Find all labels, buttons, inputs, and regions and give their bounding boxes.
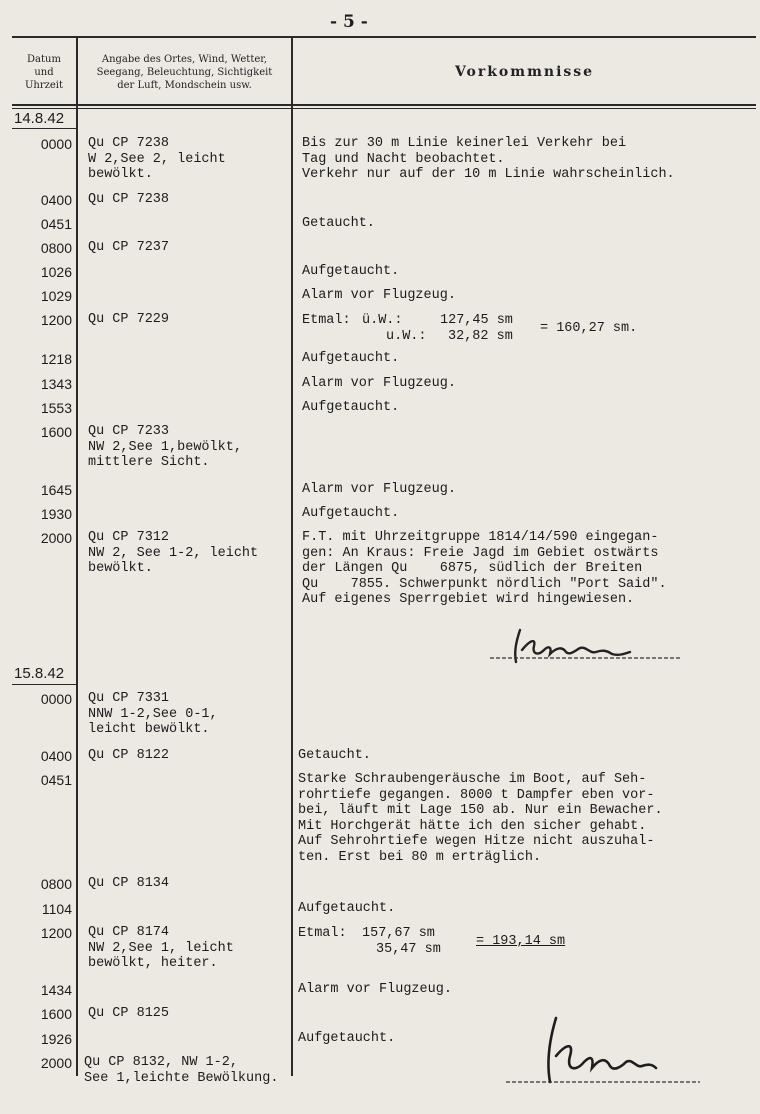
- entry-time: 0000: [40, 136, 72, 152]
- entry-ort: Qu CP 8174 NW 2,See 1, leicht bewölkt, heiter.: [88, 925, 234, 971]
- entry-time: 1026: [40, 264, 72, 280]
- entry-time: 1600: [40, 424, 72, 440]
- entry-vorkommnisse: Alarm vor Flugzeug.: [298, 982, 452, 997]
- entry-time: 1200: [40, 925, 72, 941]
- entry-time: 2000: [40, 530, 72, 546]
- entry-time: 0800: [40, 876, 72, 892]
- entry-ort: Qu CP 8125: [88, 1006, 170, 1021]
- entry-vorkommnisse: F.T. mit Uhrzeitgruppe 1814/14/590 eingegan- gen: An Kraus: Freie Jagd im Gebiet ostwärts der Längen Qu 6875, südlich der Breiten Qu 7855. Schwerpunkt nördlich "Port Said". Auf eigenes Sperrgebiet wird hingewiesen.: [302, 530, 667, 607]
- entry-ort: Qu CP 7233 NW 2,See 1,bewölkt, mittlere Sicht.: [88, 424, 242, 470]
- entry-ort: Qu CP 8134: [88, 876, 170, 891]
- etmal-w-value: 32,82 sm: [448, 329, 513, 344]
- etmal-w-value: 35,47 sm: [376, 942, 441, 957]
- entry-time: 1200: [40, 312, 72, 328]
- entry-time: 0400: [40, 192, 72, 208]
- etmal-uw-value: 127,45 sm: [440, 313, 513, 328]
- header-datum: Datum und Uhrzeit: [24, 53, 64, 91]
- header-bottom-rule-2: [12, 108, 756, 109]
- date-underline: [12, 128, 78, 129]
- entry-time: 1553: [40, 400, 72, 416]
- entry-ort: Qu CP 7237: [88, 240, 170, 255]
- entry-ort: Qu CP 7312 NW 2, See 1-2, leicht bewölkt.: [88, 530, 259, 576]
- entry-ort: Qu CP 7238: [88, 192, 170, 207]
- date-underline: [12, 684, 78, 685]
- etmal-label: Etmal:: [298, 926, 347, 941]
- day-date: 14.8.42: [14, 110, 65, 127]
- day-date: 15.8.42: [14, 665, 65, 682]
- entry-vorkommnisse: Alarm vor Flugzeug.: [302, 288, 456, 303]
- entry-time: 0451: [40, 772, 72, 788]
- entry-time: 0400: [40, 748, 72, 764]
- entry-ort: Qu CP 7238 W 2,See 2, leicht bewölkt.: [88, 136, 226, 182]
- etmal-w-label: u.W.:: [386, 329, 427, 344]
- header-top-rule: [12, 36, 756, 38]
- entry-vorkommnisse: Getaucht.: [302, 216, 375, 231]
- entry-time: 1930: [40, 506, 72, 522]
- entry-time: 1434: [40, 982, 72, 998]
- entry-vorkommnisse: Aufgetaucht.: [302, 400, 400, 415]
- entry-vorkommnisse: Starke Schraubengeräusche im Boot, auf Seh- rohrtiefe gegangen. 8000 t Dampfer eben vor- bei, läuft mit Lage 150 ab. Nur ein Bewacher. Mit Horchgerät hätte ich den sicher gehabt. Auf Sehrohrtiefe wegen Hitze nicht auszuhal- ten. Erst bei 80 m erträglich.: [298, 772, 663, 865]
- etmal-uw-label: ü.W.:: [362, 313, 403, 328]
- etmal-total: = 160,27 sm.: [540, 321, 638, 336]
- entry-time: 2000: [40, 1055, 72, 1071]
- entry-vorkommnisse: Aufgetaucht.: [302, 264, 400, 279]
- entry-ort: Qu CP 7331 NNW 1-2,See 0-1, leicht bewölkt.: [88, 691, 218, 737]
- signature-kraus: [486, 622, 686, 668]
- entry-time: 0000: [40, 691, 72, 707]
- entry-vorkommnisse: Aufgetaucht.: [298, 901, 396, 916]
- etmal-total: = 193,14 sm: [476, 934, 566, 949]
- entry-vorkommnisse: Bis zur 30 m Linie keinerlei Verkehr bei Tag und Nacht beobachtet. Verkehr nur auf der 10 m Linie wahrscheinlich.: [302, 136, 675, 182]
- etmal-label: Etmal:: [302, 313, 351, 328]
- page-number: - 5 -: [330, 12, 368, 32]
- entry-time: 1104: [41, 901, 72, 917]
- column-divider-2: [291, 36, 293, 1076]
- entry-ort: Qu CP 8122: [88, 748, 170, 763]
- entry-time: 1343: [40, 376, 72, 392]
- entry-vorkommnisse: Aufgetaucht.: [298, 1031, 396, 1046]
- entry-vorkommnisse: Getaucht.: [298, 748, 371, 763]
- etmal-uw-value: 157,67 sm: [362, 926, 435, 941]
- header-bottom-rule: [12, 104, 756, 106]
- signature-kraus-2: [504, 1012, 704, 1088]
- column-divider-1: [76, 36, 78, 1076]
- entry-ort: Qu CP 8132, NW 1-2, See 1,leichte Bewölkung.: [84, 1055, 279, 1086]
- entry-time: 0800: [40, 240, 72, 256]
- entry-vorkommnisse: Aufgetaucht.: [302, 506, 400, 521]
- entry-time: 1029: [40, 288, 72, 304]
- header-vorkommnisse: Vorkommnisse: [454, 63, 595, 80]
- entry-time: 1218: [40, 351, 72, 367]
- entry-time: 0451: [40, 216, 72, 232]
- entry-time: 1645: [40, 482, 72, 498]
- entry-vorkommnisse: Alarm vor Flugzeug.: [302, 376, 456, 391]
- entry-time: 1926: [40, 1031, 72, 1047]
- entry-vorkommnisse: Aufgetaucht.: [302, 351, 400, 366]
- entry-time: 1600: [40, 1006, 72, 1022]
- entry-vorkommnisse: Alarm vor Flugzeug.: [302, 482, 456, 497]
- entry-ort: Qu CP 7229: [88, 312, 170, 327]
- header-ort: Angabe des Ortes, Wind, Wetter, Seegang, Beleuchtung, Sichtigkeit der Luft, Mondschein usw.: [96, 53, 273, 91]
